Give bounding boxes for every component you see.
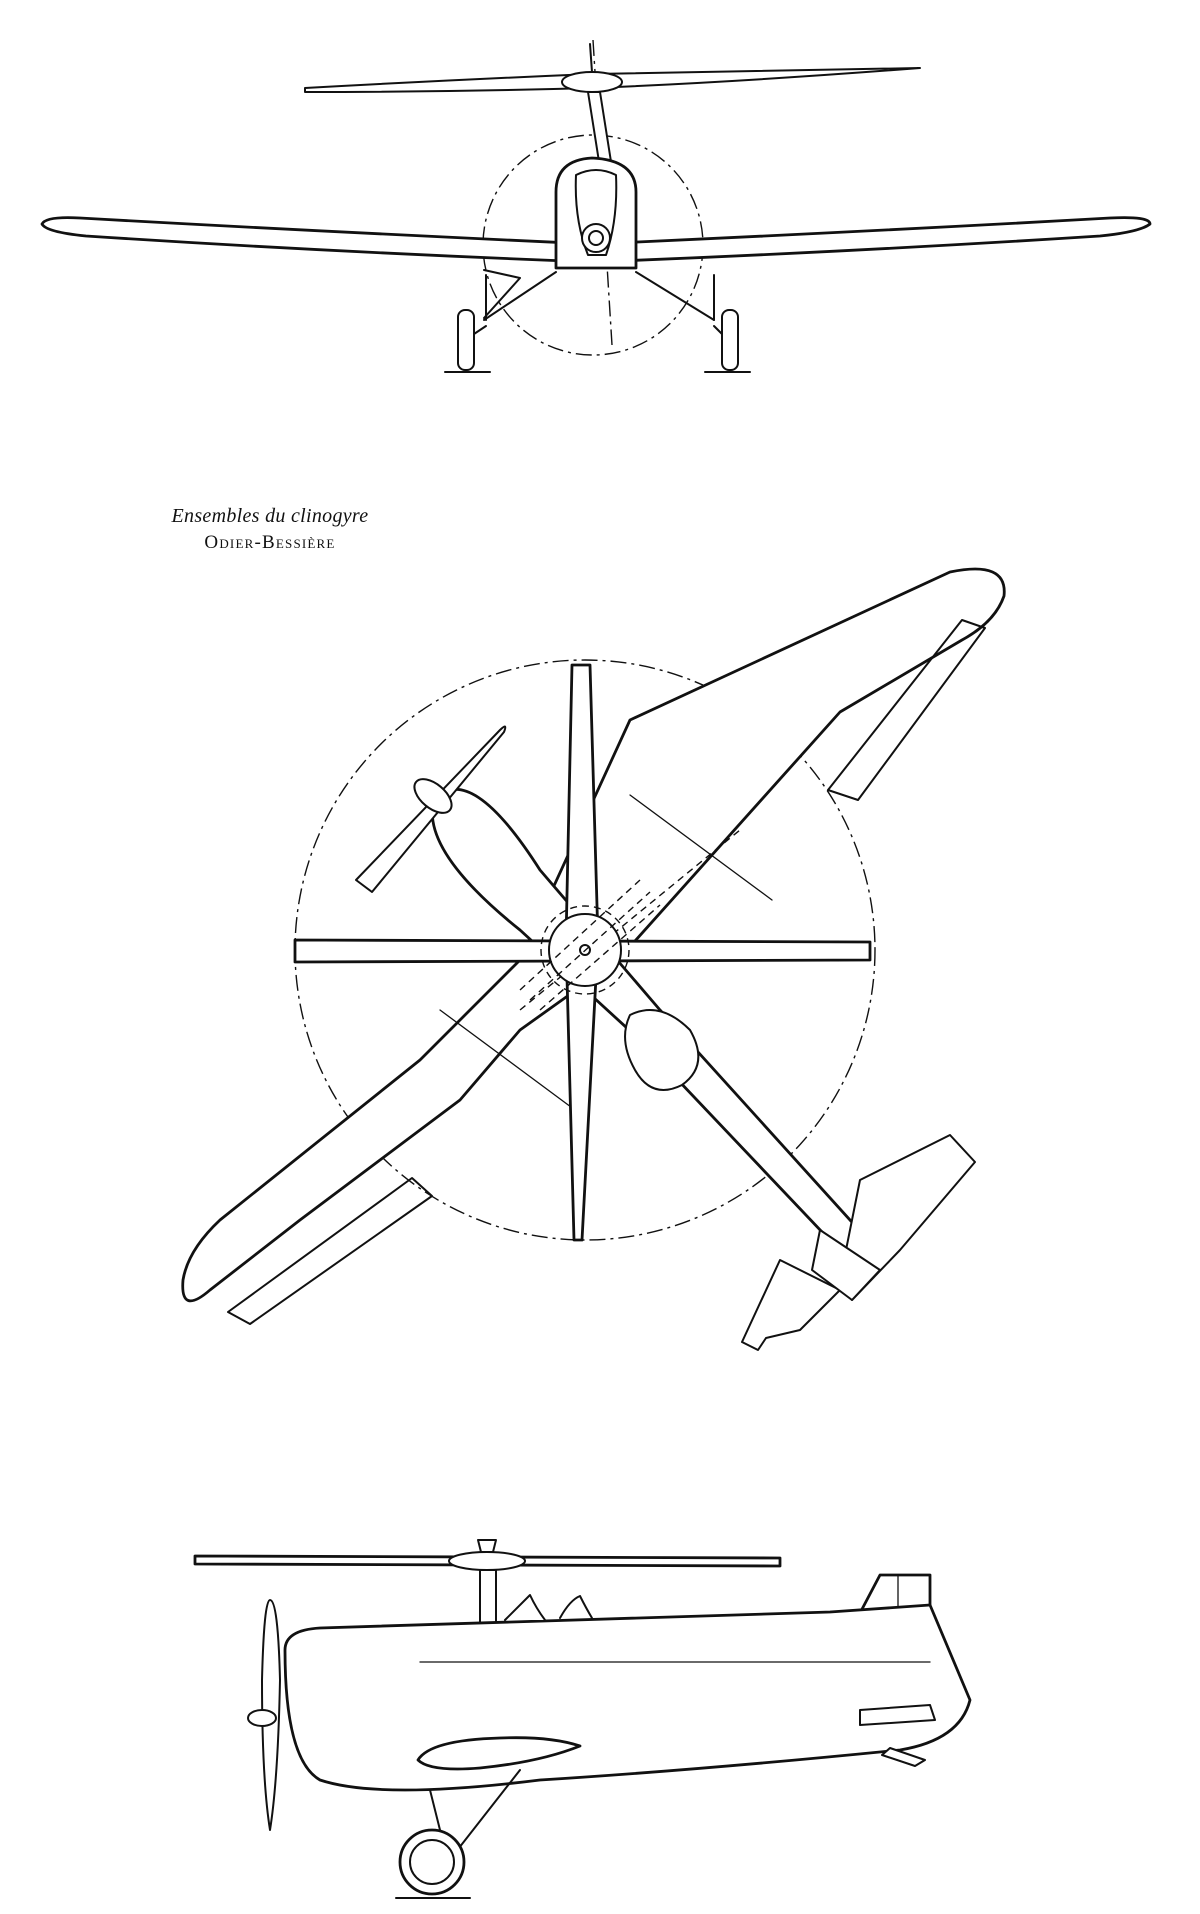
- side-wheel-hub: [410, 1840, 454, 1884]
- front-wheel-right: [722, 310, 738, 370]
- caption-designer: Odier-Bessière: [204, 532, 336, 553]
- front-gear-brace-right: [636, 272, 714, 320]
- side-spinner: [248, 1710, 276, 1726]
- front-rotor-mast-top: [590, 44, 592, 72]
- plan-view: [183, 569, 1005, 1350]
- side-fuselage: [285, 1605, 970, 1790]
- caption-title: Ensembles du clinogyre: [171, 505, 369, 527]
- front-view: [42, 40, 1150, 372]
- front-gear-strut-left: [484, 270, 520, 318]
- side-rotor-hub: [449, 1552, 525, 1570]
- side-cockpit-rear: [560, 1596, 592, 1618]
- front-axle-right: [714, 326, 722, 334]
- front-spinner-core: [589, 231, 603, 245]
- front-rotor-hub: [562, 72, 622, 92]
- front-axle-left: [474, 326, 486, 334]
- side-cockpit-front: [505, 1595, 545, 1620]
- side-rotor-cap: [478, 1540, 496, 1552]
- front-rotor-pylon: [588, 92, 612, 168]
- side-view: [195, 1540, 970, 1898]
- plan-cockpit: [625, 1010, 698, 1090]
- front-wheel-left: [458, 310, 474, 370]
